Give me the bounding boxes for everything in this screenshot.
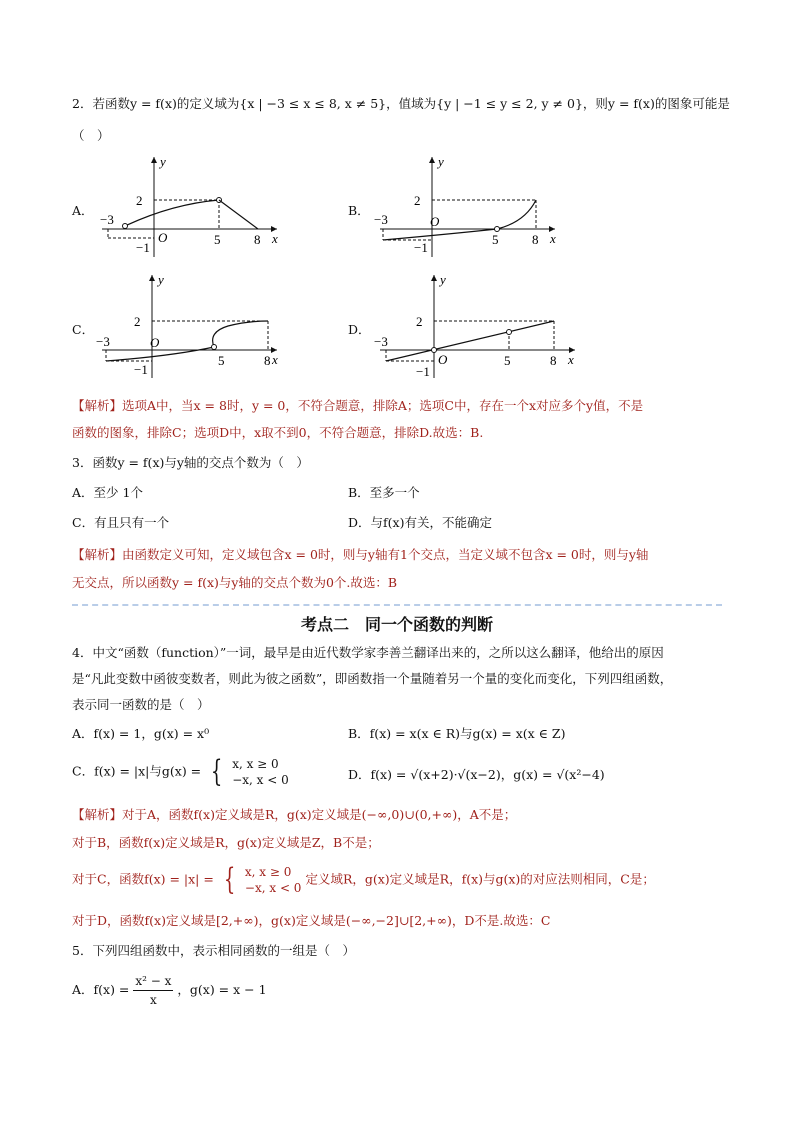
tick-2: 2 — [134, 314, 141, 329]
fraction — [133, 972, 173, 1009]
tick-neg3: −3 — [100, 212, 114, 227]
q2-graph-d — [370, 270, 580, 380]
origin-label: O — [430, 214, 440, 229]
case-row-1: x, x ≥ 0 — [232, 757, 279, 771]
axis-x-label: x — [272, 352, 278, 367]
tick-5: 5 — [492, 232, 499, 247]
tick-neg1: −1 — [414, 240, 428, 255]
q4-option-c: C．f(x) = |x|与g(x) = { x, x ≥ 0 −x, x < 0 — [72, 754, 289, 789]
q3-stem: 3．函数y = f(x)与y轴的交点个数为（ ） — [72, 455, 309, 470]
fraction-numerator: x² − x — [133, 972, 173, 991]
axis-y-label: y — [438, 154, 444, 169]
axis-x-label: x — [550, 231, 556, 246]
q5-stem: 5．下列四组函数中，表示相同函数的一组是（ ） — [72, 943, 355, 958]
q2-graph-b — [370, 152, 570, 262]
tick-neg3: −3 — [374, 212, 388, 227]
q3-option-d: D．与f(x)有关，不能确定 — [348, 515, 492, 530]
q2-graph-a — [92, 152, 292, 262]
q3-option-c: C．有且只有一个 — [72, 515, 170, 530]
q2-option-d-label: D． — [348, 322, 371, 337]
origin-label: O — [438, 352, 448, 367]
q2-option-b-label: B． — [348, 203, 370, 218]
section-divider — [72, 604, 722, 606]
tick-8: 8 — [264, 353, 271, 368]
axis-y-label: y — [160, 154, 166, 169]
tick-5: 5 — [218, 353, 225, 368]
tick-8: 8 — [254, 232, 261, 247]
origin-label: O — [158, 230, 168, 245]
q4-analysis-3-pre: 对于C，函数f(x) = |x| = — [72, 871, 214, 887]
q2-analysis-line-1: 【解析】选项A中，当x = 8时，y = 0，不符合题意，排除A；选项C中，存在一个x对应多个y值，不是 — [72, 398, 644, 413]
tick-neg1: −1 — [134, 362, 148, 377]
q2-option-c-label: C． — [72, 322, 95, 337]
q4-analysis-line-2: 对于B，函数f(x)定义域是R，g(x)定义域是Z，B不是； — [72, 835, 380, 850]
case-row-2: −x, x < 0 — [232, 773, 289, 787]
q5-option-a — [72, 972, 267, 1009]
q4-analysis-line-3: 对于C，函数f(x) = |x| = { x, x ≥ 0 −x, x < 0 定义域R，g(x)定义域是R，f(x)与g(x)的对应法则相同，C是； — [72, 862, 655, 897]
tick-5: 5 — [504, 353, 511, 368]
tick-neg3: −3 — [374, 334, 388, 349]
q2-stem: 2．若函数y = f(x)的定义域为{x | −3 ≤ x ≤ 8, x ≠ 5}，值域为{y | −1 ≤ y ≤ 2, y ≠ 0}，则y = f(x)的图象可能是 — [72, 96, 730, 111]
q4-analysis-line-1: 【解析】对于A，函数f(x)定义域是R，g(x)定义域是(−∞,0)∪(0,+∞)，A不是； — [72, 807, 517, 822]
axis-x-label: x — [272, 231, 278, 246]
q4-option-b: B．f(x) = x(x ∈ R)与g(x) = x(x ∈ Z) — [348, 726, 566, 741]
tick-2: 2 — [414, 193, 421, 208]
q4-stem-line-2: 是“凡此变数中函彼变数者，则此为彼之函数”，即函数指一个量随着另一个量的变化而变化，下列四组函数， — [72, 671, 673, 686]
tick-neg1: −1 — [416, 364, 430, 379]
section-heading: 考点二 同一个函数的判断 — [300, 615, 493, 634]
tick-2: 2 — [416, 314, 423, 329]
tick-5: 5 — [214, 232, 221, 247]
q3-option-a: A．至少 1个 — [72, 485, 143, 500]
case-row-2: −x, x < 0 — [244, 881, 302, 895]
q2-option-a-label: A． — [72, 203, 94, 218]
q4-analysis-3-post: 定义域R，g(x)定义域是R，f(x)与g(x)的对应法则相同，C是； — [305, 871, 655, 887]
q3-analysis-line-1: 【解析】由函数定义可知，定义域包含x = 0时，则与y轴有1个交点，当定义域不包含x = 0时，则与y轴 — [72, 547, 649, 562]
q4-option-d: D．f(x) = √(x+2)·√(x−2)，g(x) = √(x²−4) — [348, 767, 605, 782]
tick-8: 8 — [550, 353, 557, 368]
tick-2: 2 — [136, 193, 143, 208]
origin-label: O — [150, 335, 160, 350]
q4-analysis-line-4: 对于D，函数f(x)定义域是[2,+∞)，g(x)定义域是(−∞,−2]∪[2,+∞)，D不是.故选：C — [72, 913, 551, 928]
q5-option-a-post: ，g(x) = x − 1 — [177, 982, 267, 997]
tick-neg1: −1 — [136, 240, 150, 255]
tick-8: 8 — [532, 232, 539, 247]
axis-x-label: x — [568, 352, 574, 367]
q4-stem-line-1: 4．中文“函数（function）”一词，最早是由近代数学家李善兰翻译出来的，之所以这么翻译，他给出的原因 — [72, 645, 664, 660]
fraction-denominator: x — [150, 993, 157, 1007]
case-row-1: x, x ≥ 0 — [244, 865, 292, 879]
q4-option-c-text: C．f(x) = |x|与g(x) = — [72, 763, 202, 779]
q2-answer-paren: （ ） — [72, 128, 110, 143]
q2-graph-c — [92, 270, 292, 380]
q3-option-b: B．至多一个 — [348, 485, 420, 500]
q4-option-a: A．f(x) = 1，g(x) = x⁰ — [72, 726, 210, 741]
axis-y-label: y — [440, 272, 446, 287]
tick-neg3: −3 — [96, 334, 110, 349]
q5-option-a-pre: A．f(x) = — [72, 982, 130, 997]
axis-y-label: y — [158, 272, 164, 287]
q4-stem-line-3: 表示同一函数的是（ ） — [72, 697, 210, 712]
q2-analysis-line-2: 函数的图象，排除C；选项D中，x取不到0，不符合题意，排除D.故选：B. — [72, 425, 484, 440]
q3-analysis-line-2: 无交点，所以函数y = f(x)与y轴的交点个数为0个.故选：B — [72, 575, 398, 590]
